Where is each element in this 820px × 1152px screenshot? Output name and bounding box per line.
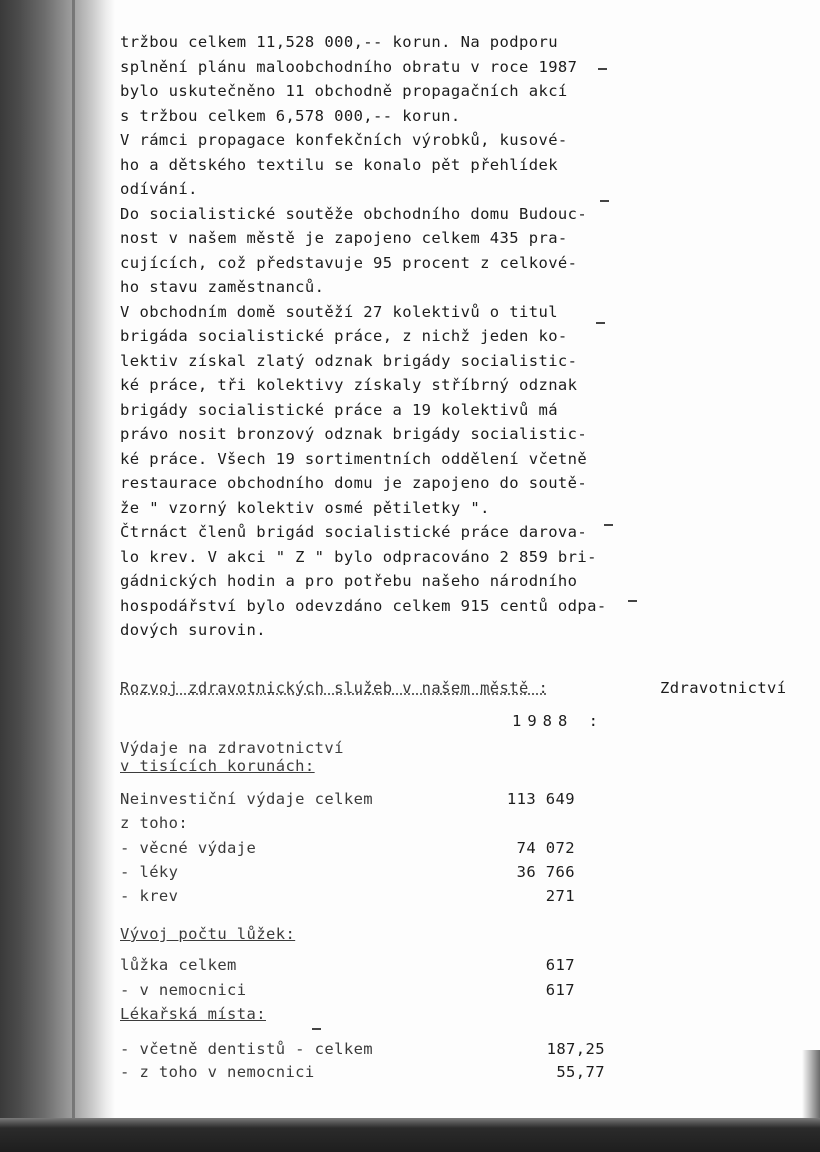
paragraph-line: tržbou celkem 11,528 000,-- korun. Na podporu <box>120 33 558 51</box>
paragraph-line: lo krev. V akci " Z " bylo odpracováno 2 859 bri- <box>120 547 597 566</box>
beds-item-value: 617 <box>545 956 575 974</box>
beds-item-value: 617 <box>545 981 575 999</box>
paragraph-line: odívání. <box>120 180 198 198</box>
expense-item-label: - krev <box>120 887 179 905</box>
paragraph-line: ké práce. Všech 19 sortimentních oddělení včetně <box>120 449 588 468</box>
beds-item-label: - v nemocnici <box>120 981 247 999</box>
paragraph-line: V obchodním domě soutěží 27 kolektivů o titul <box>120 302 558 321</box>
doctors-item-label: - včetně dentistů - celkem <box>120 1040 374 1058</box>
scan-shadow-left <box>0 0 115 1152</box>
paragraph-line: bylo uskutečněno 11 obchodně propagačních akcí <box>120 82 568 100</box>
expenses-title-line2: v tisících korunách: <box>120 757 315 775</box>
expenses-of-which: z toho: <box>120 814 189 832</box>
margin-label: Zdravotnictví <box>660 679 787 697</box>
section-heading: Rozvoj zdravotnických služeb v našem městě : <box>120 679 549 697</box>
doctors-item-value: 187,25 <box>546 1040 605 1058</box>
expenses-title-line1: Výdaje na zdravotnictví <box>120 739 344 757</box>
margin-tick <box>600 200 609 202</box>
expense-item-label: - léky <box>120 863 179 881</box>
paragraph-line: nost v našem městě je zapojeno celkem 435 pra- <box>120 229 568 247</box>
paragraph-line: dových surovin. <box>120 621 266 639</box>
paragraph-line: splnění plánu maloobchodního obratu v roce 1987 <box>120 57 578 76</box>
paragraph-line: brigády socialistické práce a 19 kolektivů má <box>120 400 558 419</box>
beds-item-label: lůžka celkem <box>120 956 237 974</box>
margin-tick <box>596 322 605 324</box>
margin-tick <box>598 68 607 70</box>
paragraph-line: gádnických hodin a pro potřebu našeho národního <box>120 572 578 590</box>
expense-item-value: 36 766 <box>516 863 575 881</box>
paragraph-line: ké práce, tři kolektivy získaly stříbrný odznak <box>120 376 578 394</box>
margin-tick <box>628 600 637 602</box>
expense-item-label: - věcné výdaje <box>120 839 257 857</box>
year-label: 1988 : <box>512 712 604 730</box>
paragraph-line: lektiv získal zlatý odznak brigády socialistic- <box>120 351 578 370</box>
report-paragraph <box>120 30 607 643</box>
paragraph-line: restaurace obchodního domu je zapojeno do soutě- <box>120 474 588 492</box>
beds-title: Vývoj počtu lůžek: <box>120 925 296 943</box>
paragraph-line: hospodářství bylo odevzdáno celkem 915 centů odpa- <box>120 596 607 615</box>
paragraph-line: V rámci propagace konfekčních výrobků, kusové- <box>120 131 568 149</box>
doctors-item-value: 55,77 <box>556 1063 605 1081</box>
expense-item-value: 74 072 <box>516 839 575 857</box>
paragraph-line: Čtrnáct členů brigád socialistické práce darova- <box>120 523 588 541</box>
paragraph-line: ho a dětského textilu se konalo pět přehlídek <box>120 155 558 174</box>
paragraph-line: brigáda socialistické práce, z nichž jeden ko- <box>120 327 568 345</box>
expense-item-value: 271 <box>545 887 575 905</box>
expenses-total-label: Neinvestiční výdaje celkem <box>120 790 374 808</box>
doctors-item-label: - z toho v nemocnici <box>120 1063 315 1081</box>
paragraph-line: právo nosit bronzový odznak brigády socialistic- <box>120 425 588 443</box>
paragraph-line: že " vzorný kolektiv osmé pětiletky ". <box>120 498 490 517</box>
margin-tick <box>604 524 613 526</box>
paragraph-line: cujících, což představuje 95 procent z celkové- <box>120 253 578 272</box>
paragraph-line: s tržbou celkem 6,578 000,-- korun. <box>120 106 461 125</box>
margin-tick <box>312 1028 321 1030</box>
expenses-total-value: 113 649 <box>506 790 575 808</box>
doctors-title: Lékařská místa: <box>120 1005 266 1023</box>
scan-edge-bottom <box>0 1118 820 1152</box>
paragraph-line: Do socialistické soutěže obchodního domu Budouc- <box>120 204 588 223</box>
paragraph-line: ho stavu zaměstnanců. <box>120 278 325 296</box>
